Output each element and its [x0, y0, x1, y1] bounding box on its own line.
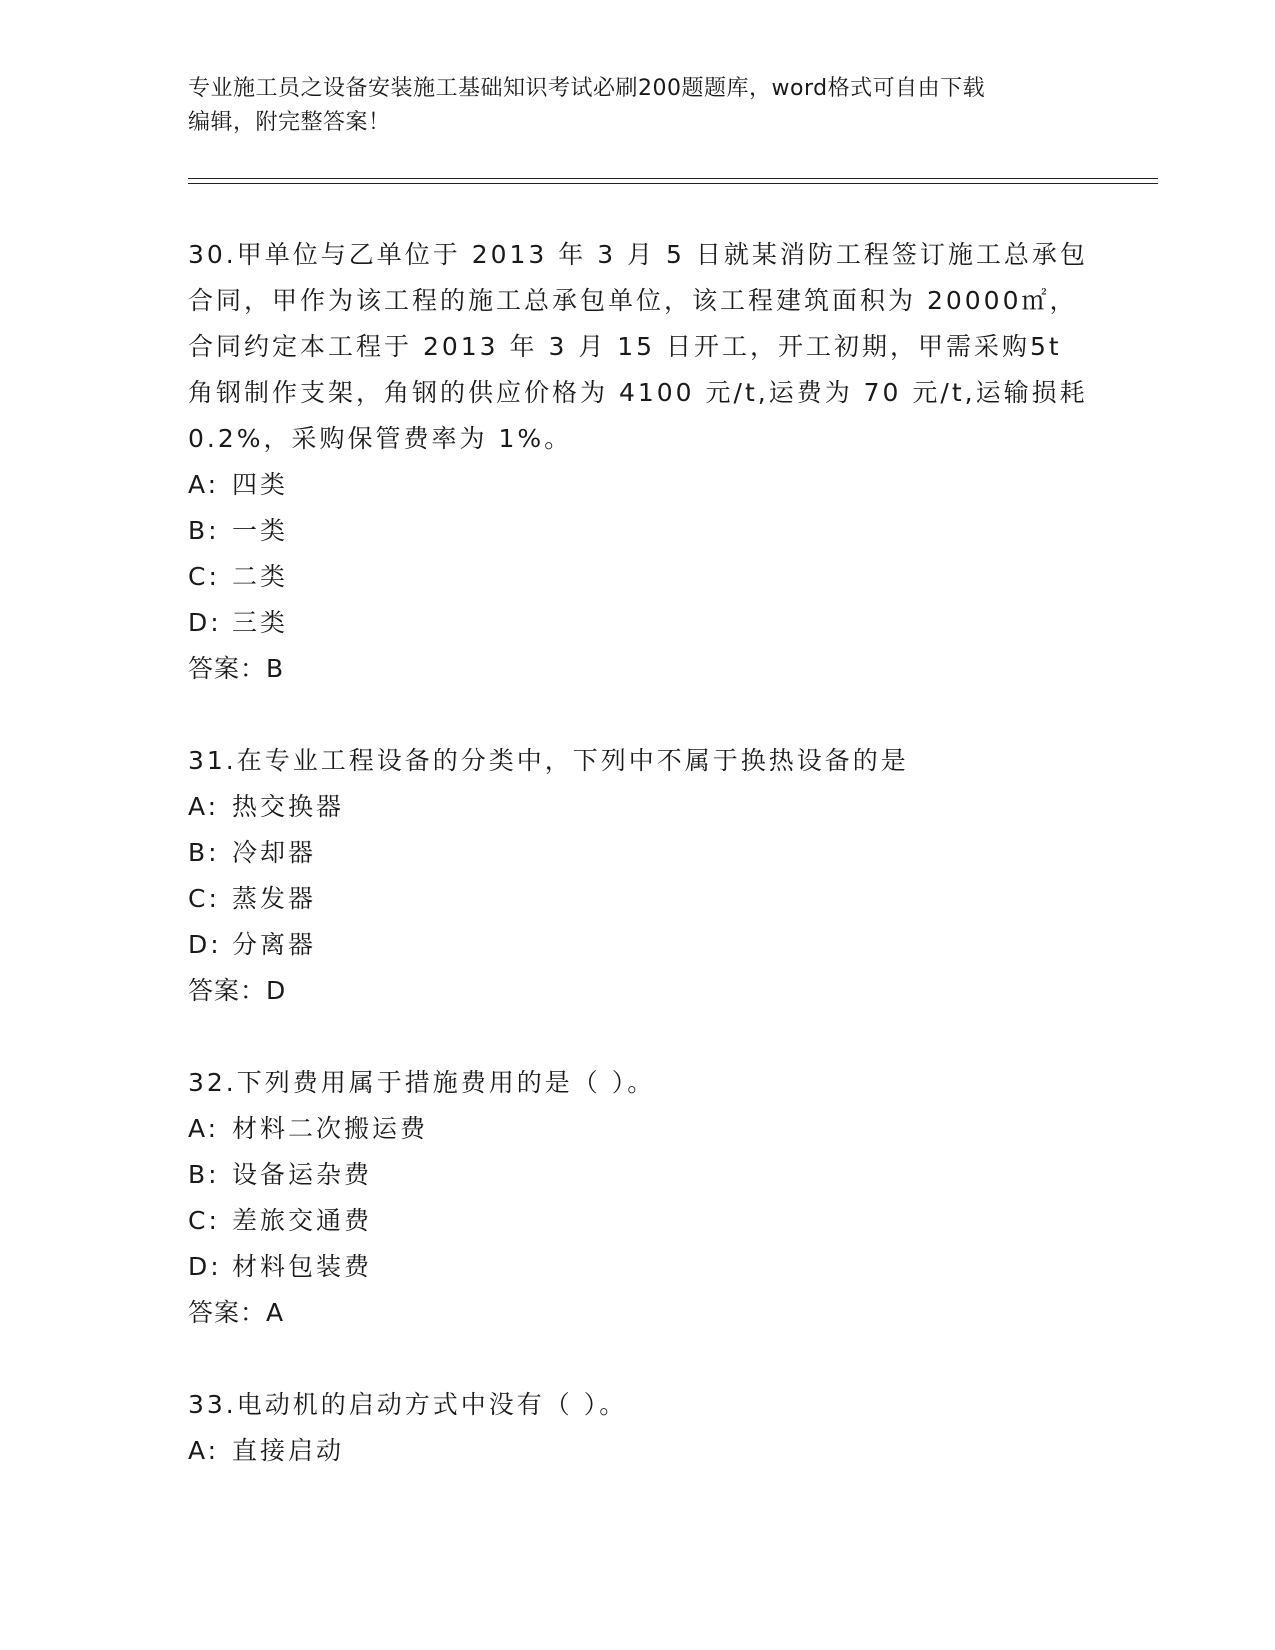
option-letter: C: — [188, 1206, 220, 1235]
option-a — [188, 784, 1088, 830]
question-list — [188, 232, 1088, 1520]
option-letter: B: — [188, 1160, 220, 1189]
option-letter: D: — [188, 608, 222, 637]
question-text: 31.在专业工程设备的分类中，下列中不属于换热设备的是 — [188, 746, 909, 775]
header-title-line-1: 专业施工员之设备安装施工基础知识考试必刷200题题库，word格式可自由下载 — [188, 76, 986, 101]
option-a — [188, 1106, 1088, 1152]
option-text: 直接启动 — [232, 1436, 345, 1465]
option-text: 分离器 — [232, 930, 317, 959]
question-32 — [188, 1060, 1088, 1336]
option-d — [188, 1244, 1088, 1290]
option-text: 冷却器 — [232, 838, 317, 867]
option-letter: A: — [188, 792, 220, 821]
option-c — [188, 876, 1088, 922]
option-letter: C: — [188, 884, 220, 913]
question-text: 33.电动机的启动方式中没有（ ）。 — [188, 1390, 628, 1419]
option-text: 设备运杂费 — [232, 1160, 373, 1189]
option-text: 四类 — [232, 470, 289, 499]
option-text: 三类 — [232, 608, 289, 637]
question-text: 30.甲单位与乙单位于 2013 年 3 月 5 日就某消防工程签订施工总承包合同，甲作为该工程的施工总承包单位，该工程建筑面积为 20000㎡，合同约定本工程于 2013 年 3 月 15 日开工，开工初期，甲需采购5t 角钢制作支架，角钢的供应价格为 4100 元/t,运费为 70 元/t,运输损耗 0.2%，采购保管费率为 1%。 — [188, 240, 1088, 453]
option-letter: B: — [188, 516, 220, 545]
option-d — [188, 600, 1088, 646]
option-b — [188, 508, 1088, 554]
header-divider-bottom — [188, 183, 1158, 184]
option-c — [188, 554, 1088, 600]
option-letter: B: — [188, 838, 220, 867]
option-letter: A: — [188, 1436, 220, 1465]
question-33 — [188, 1382, 1088, 1474]
option-a — [188, 1428, 1088, 1474]
option-a — [188, 462, 1088, 508]
document-header — [188, 72, 1088, 140]
option-letter: A: — [188, 1114, 220, 1143]
option-d — [188, 922, 1088, 968]
option-letter: D: — [188, 1252, 222, 1281]
option-text: 差旅交通费 — [232, 1206, 373, 1235]
answer-line: 答案：A — [188, 1298, 285, 1327]
option-text: 二类 — [232, 562, 289, 591]
option-letter: A: — [188, 470, 220, 499]
answer-line: 答案：D — [188, 976, 287, 1005]
option-text: 蒸发器 — [232, 884, 317, 913]
option-letter: D: — [188, 930, 222, 959]
option-text: 材料二次搬运费 — [232, 1114, 429, 1143]
question-31 — [188, 738, 1088, 1014]
header-title-line-2: 编辑，附完整答案！ — [188, 110, 391, 135]
option-b — [188, 1152, 1088, 1198]
option-text: 一类 — [232, 516, 289, 545]
question-30 — [188, 232, 1088, 692]
question-text: 32.下列费用属于措施费用的是（ ）。 — [188, 1068, 656, 1097]
option-letter: C: — [188, 562, 220, 591]
option-text: 材料包装费 — [232, 1252, 373, 1281]
option-b — [188, 830, 1088, 876]
option-text: 热交换器 — [232, 792, 345, 821]
answer-line: 答案：B — [188, 654, 285, 683]
option-c — [188, 1198, 1088, 1244]
header-divider-top — [188, 178, 1158, 179]
